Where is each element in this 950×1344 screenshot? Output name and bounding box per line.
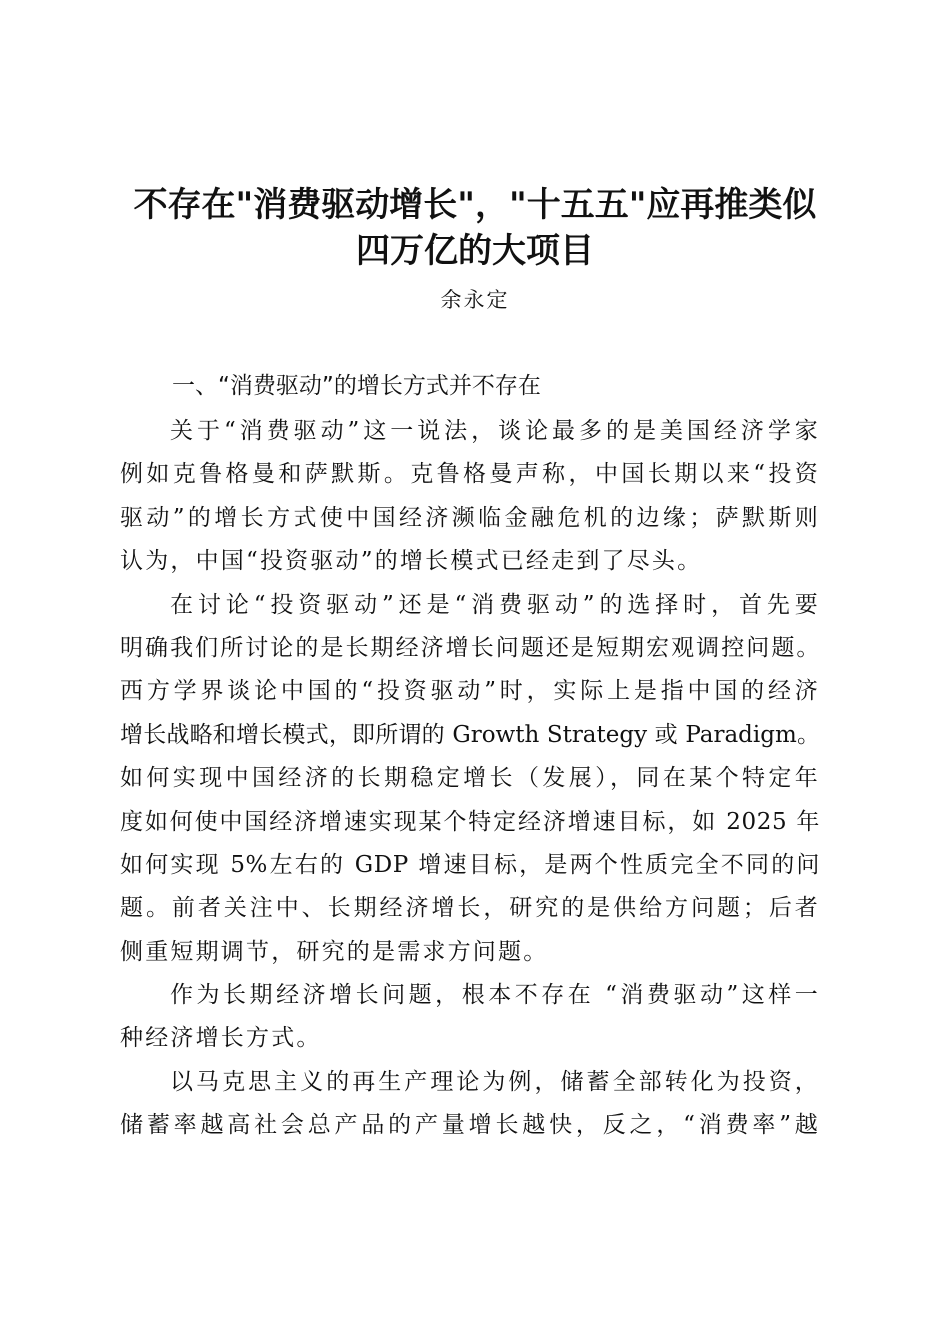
paragraph-line: 以马克思主义的再生产理论为例，储蓄全部转化为投资， [170,1068,820,1095]
paragraph-4 [120,1061,820,1148]
title-line-1: 不存在"消费驱动增长"，"十五五"应再推类似 [133,185,817,225]
paragraph-line: 关于“消费驱动”这一说法，谈论最多的是美国经济学家 [170,418,820,444]
paragraph-line: 明确我们所讨论的是长期经济增长问题还是短期宏观调控问题。 [120,634,820,661]
document-title [110,182,840,274]
paragraph-3 [120,974,820,1061]
paragraph-line: 度如何使中国经济增速实现某个特定经济增速目标，如 2025 年 [120,808,820,835]
paragraph-line: 储蓄率越高社会总产品的产量增长越快，反之，“消费率”越 [120,1112,820,1139]
paragraph-line: 侧重短期调节，研究的是需求方问题。 [120,938,549,965]
paragraph-2 [120,584,820,975]
paragraph-line: 在讨论“投资驱动”还是“消费驱动”的选择时，首先要 [170,591,820,618]
paragraph-line: 例如克鲁格曼和萨默斯。克鲁格曼声称，中国长期以来“投资 [120,461,820,488]
paragraph-line: 西方学界谈论中国的“投资驱动”时，实际上是指中国的经济 [120,678,820,705]
paragraph-line: 如何实现中国经济的长期稳定增长（发展），同在某个特定年 [120,765,820,792]
author-name: 余永定 [440,288,510,312]
paragraph-1 [120,410,820,584]
paragraph-line: 增长战略和增长模式，即所谓的 Growth Strategy 或 Paradigm。 [120,721,820,748]
paragraph-line: 题。前者关注中、长期经济增长，研究的是供给方问题；后者 [120,895,820,922]
title-line-2: 四万亿的大项目 [356,231,594,271]
body-text [120,410,820,1148]
section-heading: 一、“消费驱动”的增长方式并不存在 [172,373,541,399]
paragraph-line: 认为，中国“投资驱动”的增长模式已经走到了尽头。 [120,548,703,575]
paragraph-line: 种经济增长方式。 [120,1025,322,1052]
paragraph-line: 作为长期经济增长问题，根本不存在 “消费驱动”这样一 [170,982,820,1009]
paragraph-line: 如何实现 5%左右的 GDP 增速目标，是两个性质完全不同的问 [120,851,820,878]
paragraph-line: 驱动”的增长方式使中国经济濒临金融危机的边缘；萨默斯则 [120,504,820,531]
